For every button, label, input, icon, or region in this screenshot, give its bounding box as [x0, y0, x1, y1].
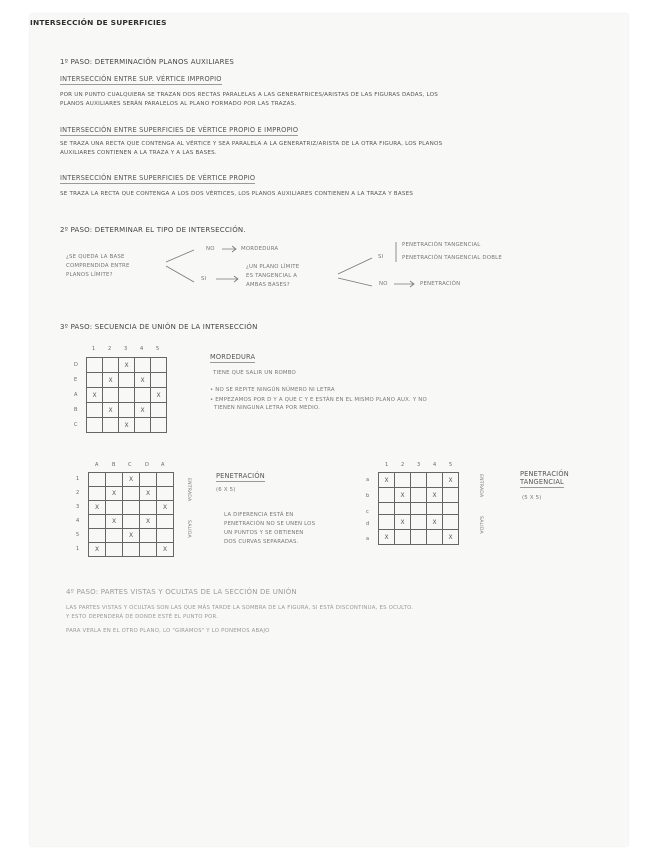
g3-col-5: 5 [449, 462, 453, 468]
g2-col-4: D [145, 462, 149, 468]
paso3-heading: 3º PASO: SECUENCIA DE UNIÓN DE LA INTERSECCIÓN [60, 323, 258, 331]
paso1-s1-title: INTERSECCIÓN ENTRE SUP. VÉRTICE IMPROPIO [60, 75, 222, 83]
g3-row-4: d [366, 521, 370, 527]
paso1-s1-line1: POR UN PUNTO CUALQUIERA SE TRAZAN DOS RECTAS PARALELAS A LAS GENERATRICES/ARISTAS DE LAS FIGURAS DADAS, LOS [60, 92, 439, 98]
pen-note-1: LA DIFERENCIA ESTÁ EN [224, 512, 294, 518]
arrow-no2 [394, 281, 414, 287]
paso1-s3-title: INTERSECCIÓN ENTRE SUPERFICIES DE VÉRTICE PROPIO [60, 174, 256, 182]
g3-row-3: c [366, 509, 369, 515]
bullet-3: TIENEN NINGUNA LETRA POR MEDIO. [214, 405, 321, 411]
mordedura-result: MORDEDURA [241, 246, 279, 252]
paso1-s2-title: INTERSECCIÓN ENTRE SUPERFICIES DE VÉRTICE PROPIO E IMPROPIO [60, 126, 299, 134]
si2-label: SI [378, 254, 384, 260]
mordedura-sub: TIENE QUE SALIR UN ROMBO [213, 370, 296, 376]
no1-label: NO [206, 246, 215, 252]
g2-col-2: B [112, 462, 116, 468]
grid-penetracion-tangencial: X X X X X X X X [378, 472, 459, 545]
paso2-heading: 2º PASO: DETERMINAR EL TIPO DE INTERSECCIÓN. [60, 226, 246, 234]
paso1-s1-line2: PLANOS AUXILIARES SERÁN PARALELOS AL PLANO FORMADO POR LAS TRAZAS. [60, 101, 297, 107]
pt-title-2: TANGENCIAL [520, 478, 564, 486]
g2-row-4: 4 [76, 518, 80, 524]
paso1-heading: 1º PASO: DETERMINACIÓN PLANOS AUXILIARES [60, 58, 234, 66]
q1-line3: PLANOS LÍMITE? [66, 272, 113, 278]
g1-col-5: 5 [156, 346, 160, 352]
g3-salida-label: SALIDA [478, 516, 483, 534]
paso1-s2-line2: AUXILIARES CONTIENEN A LA TRAZA Y A LAS BASES. [60, 150, 217, 156]
g2-row-2: 2 [76, 490, 80, 496]
g1-col-2: 2 [108, 346, 112, 352]
g2-col-3: C [128, 462, 132, 468]
q1-line2: COMPRENDIDA ENTRE [66, 263, 130, 269]
pen-note-2: PENETRACIÓN NO SE UNEN LOS [224, 521, 316, 527]
g2-col-1: A [95, 462, 99, 468]
g1-row-2: E [74, 377, 78, 383]
g1-col-1: 1 [92, 346, 96, 352]
g3-row-1: a [366, 477, 370, 483]
pen-tang-doble-result: PENETRACIÓN TANGENCIAL DOBLE [402, 255, 502, 261]
grid-mordedura: X X X X X X X X [86, 357, 167, 433]
g3-entrada-label: ENTRADA [478, 474, 483, 498]
branch-si1-line [166, 266, 194, 282]
pen-tang-result: PENETRACIÓN TANGENCIAL [402, 242, 481, 248]
bullet-2: • EMPEZAMOS POR D Y A QUE C Y E ESTÁN EN EL MISMO PLANO AUX. Y NO [210, 397, 427, 403]
penetracion-dims: (6 X 5) [216, 487, 236, 493]
g2-row-6: 1 [76, 546, 80, 552]
pt-dims: (5 X 5) [522, 495, 542, 501]
arrow-no1 [222, 246, 236, 252]
q2-line1: ¿UN PLANO LÍMITE [246, 264, 300, 270]
g3-row-2: b [366, 493, 370, 499]
no2-label: NO [379, 281, 388, 287]
arrow-si1 [216, 276, 238, 282]
q2-line2: ES TANGENCIAL A [246, 273, 298, 279]
q2-line3: AMBAS BASES? [246, 282, 290, 288]
g2-salida-label: SALIDA [186, 520, 191, 538]
paso4-line1: LAS PARTES VISTAS Y OCULTAS SON LAS QUE MÁS TARDE LA SOMBRA DE LA FIGURA, SI ESTÁ DISCONTINUA, ES OCULTO. [66, 605, 414, 611]
penetracion-result: PENETRACIÓN [420, 281, 461, 287]
paso1-s2-line1: SE TRAZA UNA RECTA QUE CONTENGA AL VÉRTICE Y SEA PARALELA A LA GENERATRIZ/ARISTA DE LA OTRA FIGURA, LOS PLANOS [60, 141, 443, 147]
g2-entrada-label: ENTRADA [186, 478, 191, 502]
g3-col-4: 4 [433, 462, 437, 468]
page-title: INTERSECCIÓN DE SUPERFICIES [30, 18, 167, 27]
g3-row-5: a [366, 536, 370, 542]
g1-row-1: D [74, 362, 78, 368]
q1-line1: ¿SE QUEDA LA BASE [66, 254, 125, 260]
g1-row-3: A [74, 392, 78, 398]
g3-col-1: 1 [385, 462, 389, 468]
branch-no2-line [338, 278, 372, 286]
g2-row-5: 5 [76, 532, 80, 538]
pt-title-1: PENETRACIÓN [520, 470, 569, 478]
mordedura-title: MORDEDURA [210, 353, 256, 361]
grid-penetracion: X X X X X X X X X X [88, 472, 174, 557]
si1-label: SI [201, 276, 207, 282]
g3-col-2: 2 [401, 462, 405, 468]
paso4-heading: 4º PASO: PARTES VISTAS Y OCULTAS DE LA SECCIÓN DE UNIÓN [66, 588, 297, 596]
paso4-line2: Y ESTO DEPENDERÁ DE DONDE ESTÉ EL PUNTO POR. [66, 614, 219, 620]
pen-note-4: DOS CURVAS SEPARADAS. [224, 539, 299, 545]
g2-row-1: 1 [76, 476, 80, 482]
g2-row-3: 3 [76, 504, 80, 510]
g1-col-4: 4 [140, 346, 144, 352]
g2-col-5: A [161, 462, 165, 468]
paso1-s3-line1: SE TRAZA LA RECTA QUE CONTENGA A LOS DOS VÉRTICES, LOS PLANOS AUXILIARES CONTIENEN A LA TRAZA Y BASES [60, 191, 414, 197]
bullet-1: • NO SE REPITE NINGÚN NÚMERO NI LETRA [210, 387, 335, 393]
g1-col-3: 3 [124, 346, 128, 352]
g1-row-4: B [74, 407, 78, 413]
g1-row-5: C [74, 422, 78, 428]
paso4-line3: PARA VERLA EN EL OTRO PLANO, LO "GIRAMOS" Y LO PONEMOS ABAJO [66, 628, 270, 634]
penetracion-title: PENETRACIÓN [216, 472, 265, 480]
pen-note-3: UN PUNTOS Y SE OBTIENEN [224, 530, 304, 536]
branch-si2-line [338, 258, 372, 274]
g3-col-3: 3 [417, 462, 421, 468]
branch-no1-line [166, 250, 194, 262]
